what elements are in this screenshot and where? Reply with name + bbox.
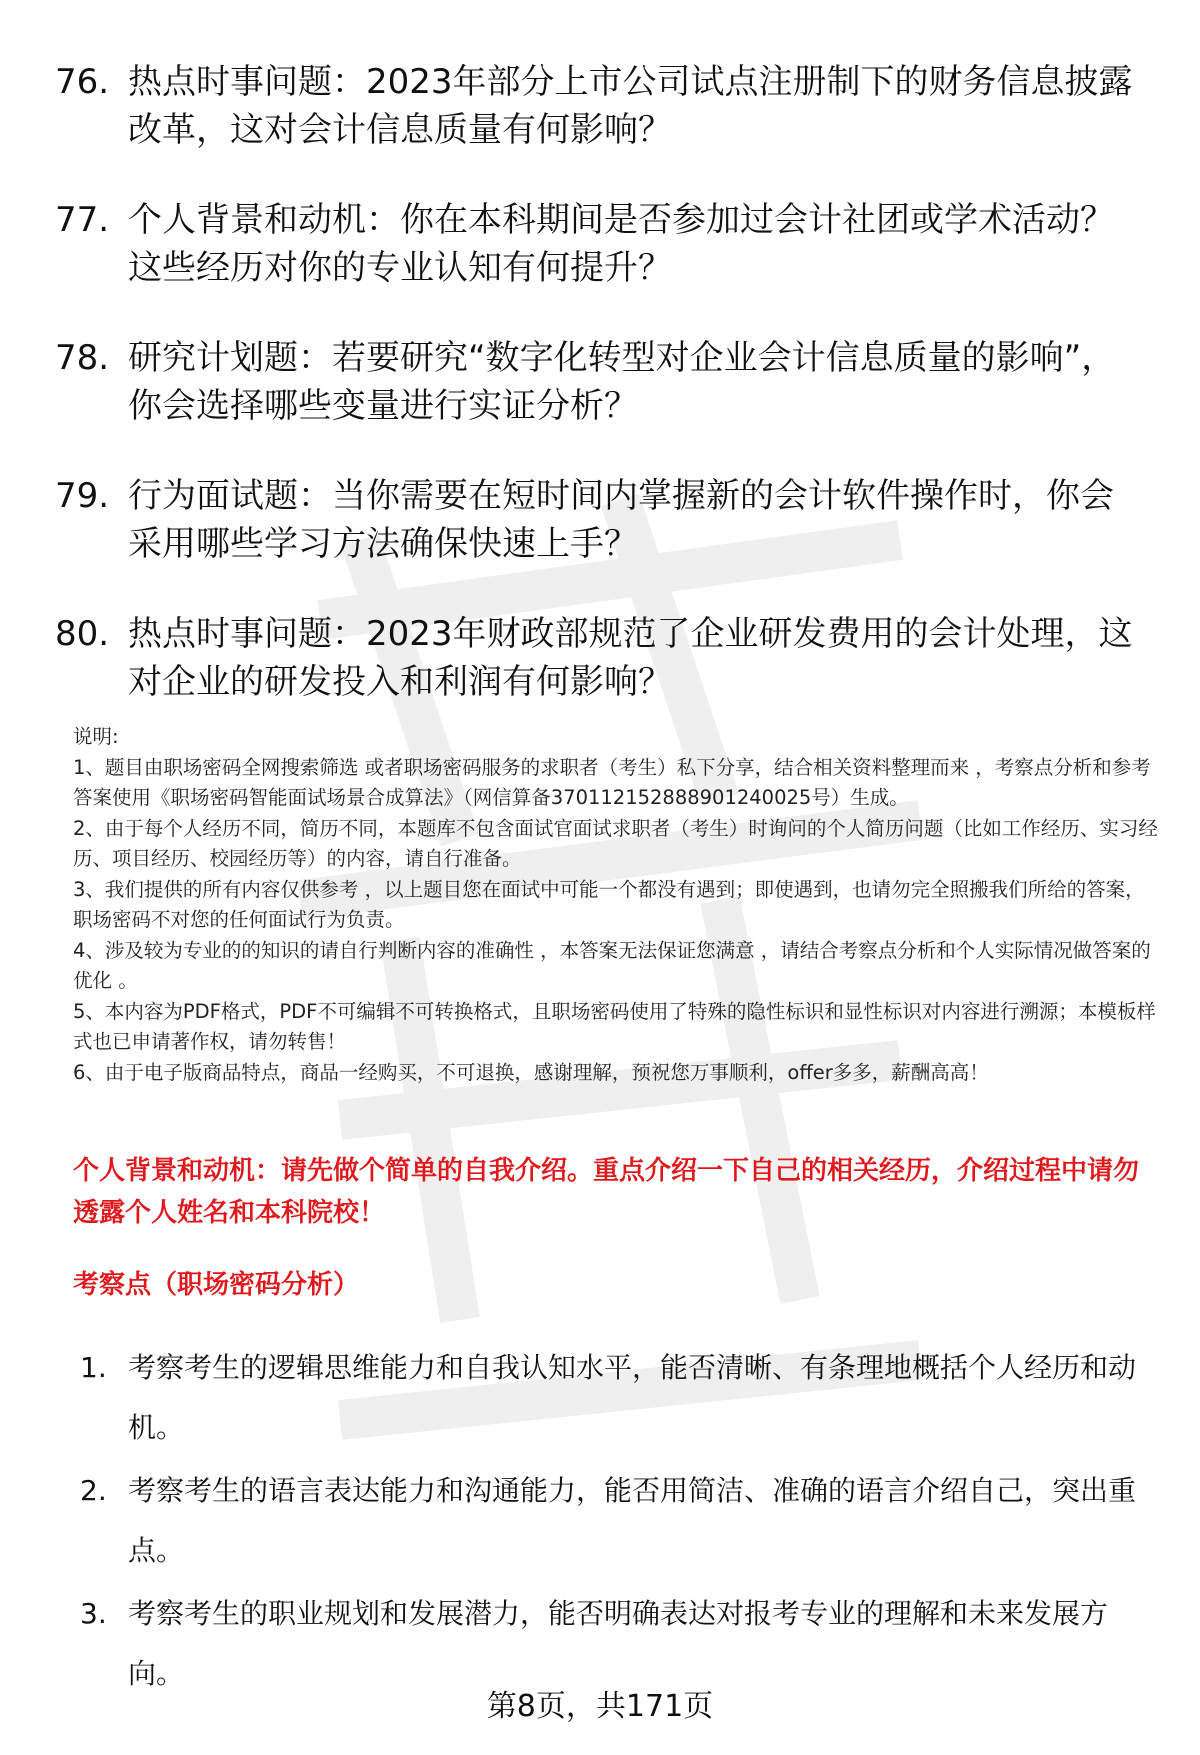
question-item — [55, 196, 1155, 292]
question-list — [55, 58, 1155, 748]
question-text: 研究计划题：若要研究“数字化转型对企业会计信息质量的影响”，你会选择哪些变量进行实证分析？ — [128, 338, 1116, 426]
question-number: 77. — [55, 200, 110, 240]
question-number: 76. — [55, 62, 110, 102]
note-item: 3、我们提供的所有内容仅供参考 ，以上题目您在面试中可能一个都没有遇到；即使遇到，也请勿完全照搬我们所给的答案，职场密码不对您的任何面试行为负责。 — [73, 877, 1145, 931]
analysis-point-list — [80, 1338, 1160, 1707]
analysis-point — [80, 1338, 1160, 1458]
question-text: 热点时事问题：2023年财政部规范了企业研发费用的会计处理，这对企业的研发投入和利润有何影响？ — [128, 614, 1133, 702]
note-item: 1、题目由职场密码全网搜索筛选 或者职场密码服务的求职者（考生）私下分享，结合相关资料整理而来 ，考察点分析和参考答案使用《职场密码智能面试场景合成算法》（网信算备370112152888901240025号）生成。 — [73, 755, 1151, 809]
point-text: 考察考生的语言表达能力和沟通能力，能否用简洁、准确的语言介绍自己，突出重点。 — [128, 1474, 1137, 1567]
question-text: 行为面试题：当你需要在短时间内掌握新的会计软件操作时，你会采用哪些学习方法确保快速上手？ — [128, 476, 1114, 564]
question-text: 个人背景和动机：你在本科期间是否参加过会计社团或学术活动？这些经历对你的专业认知有何提升？ — [128, 200, 1114, 288]
question-item — [55, 472, 1155, 568]
note-item: 2、由于每个人经历不同，简历不同，本题库不包含面试官面试求职者（考生）时询问的个人简历问题（比如工作经历、实习经历、项目经历、校园经历等）的内容，请自行准备。 — [73, 816, 1158, 870]
note-item: 6、由于电子版商品特点，商品一经购买，不可退换，感谢理解，预祝您万事顺利，offer多多，薪酬高高！ — [73, 1060, 989, 1084]
question-item — [55, 610, 1155, 706]
question-number: 78. — [55, 338, 110, 378]
disclaimer-notes — [73, 722, 1163, 1088]
section-heading: 个人背景和动机：请先做个简单的自我介绍。重点介绍一下自己的相关经历，介绍过程中请勿透露个人姓名和本科院校！ — [73, 1156, 1140, 1228]
page-footer: 第8页，共171页 — [486, 1689, 714, 1724]
point-text: 考察考生的逻辑思维能力和自我认知水平，能否清晰、有条理地概括个人经历和动机。 — [128, 1351, 1137, 1444]
point-number: 3. — [80, 1597, 107, 1630]
point-number: 1. — [80, 1351, 107, 1384]
note-item: 5、本内容为PDF格式，PDF不可编辑不可转换格式，且职场密码使用了特殊的隐性标识和显性标识对内容进行溯源；本模板样式也已申请著作权，请勿转售！ — [73, 999, 1156, 1053]
question-item — [55, 58, 1155, 154]
question-number: 80. — [55, 614, 110, 654]
point-number: 2. — [80, 1474, 107, 1507]
question-item — [55, 334, 1155, 430]
point-text: 考察考生的职业规划和发展潜力，能否明确表达对报考专业的理解和未来发展方向。 — [128, 1597, 1109, 1690]
analysis-point — [80, 1461, 1160, 1581]
analysis-heading: 考察点（职场密码分析） — [73, 1270, 360, 1300]
notes-title: 说明: — [73, 725, 119, 748]
question-number: 79. — [55, 476, 110, 516]
question-text: 热点时事问题：2023年部分上市公司试点注册制下的财务信息披露改革，这对会计信息质量有何影响？ — [128, 62, 1133, 150]
note-item: 4、涉及较为专业的的知识的请自行判断内容的准确性 ，本答案无法保证您满意 ，请结合考察点分析和个人实际情况做答案的优化 。 — [73, 938, 1151, 992]
